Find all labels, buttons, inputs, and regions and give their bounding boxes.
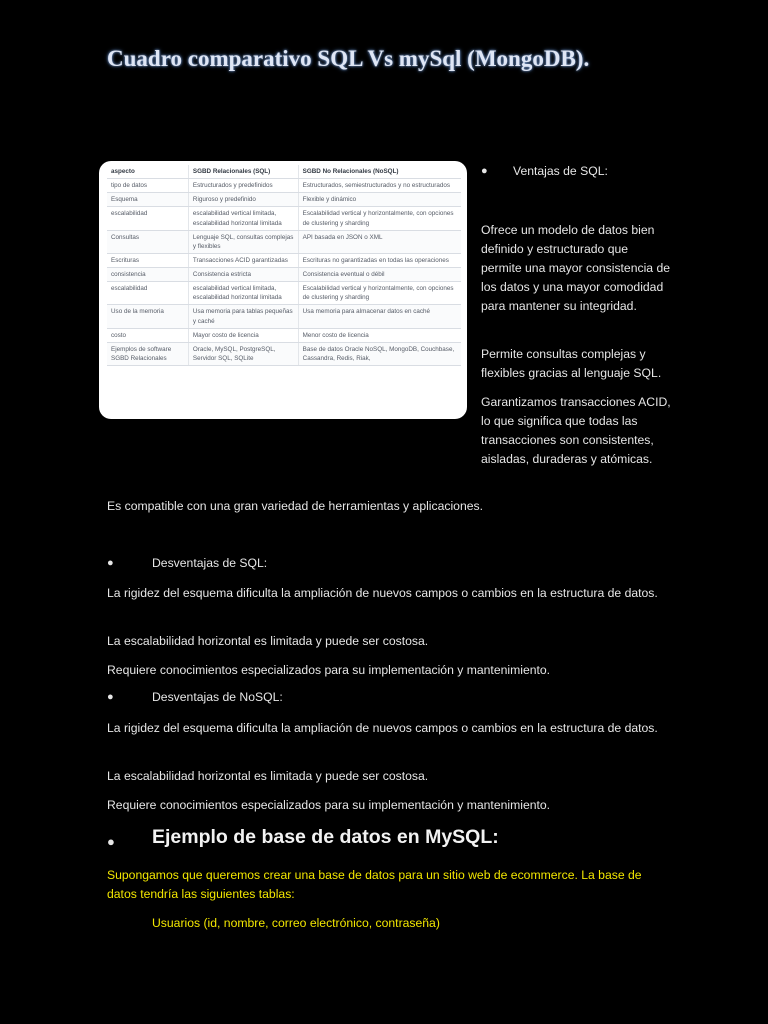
desventajas-sql-paragraph-3: Requiere conocimientos especializados para su implementación y mantenimiento. — [107, 663, 551, 677]
ventajas-sql-paragraph-2: Permite consultas complejas y flexibles gracias al lenguaje SQL. — [481, 347, 662, 380]
desventajas-nosql-paragraph-2: La escalabilidad horizontal es limitada y puede ser costosa. — [107, 769, 429, 783]
table-cell: Ejemplos de software SGBD Relacionales — [107, 342, 188, 365]
table-cell: Usa memoria para almacenar datos en caché — [298, 305, 461, 328]
comparison-table-image — [99, 161, 467, 419]
table-cell: escalabilidad vertical limitada, escalabilidad horizontal limitada — [188, 207, 298, 230]
table-cell: Escrituras no garantizadas en todas las operaciones — [298, 253, 461, 267]
table-row — [107, 193, 461, 207]
table-cell: Consistencia eventual o débil — [298, 268, 461, 282]
table-header-cell: SGBD No Relacionales (NoSQL) — [298, 165, 461, 179]
table-row — [107, 230, 461, 253]
table-cell: Flexible y dinámico — [298, 193, 461, 207]
bullet-icon: ● — [107, 691, 114, 703]
table-row — [107, 253, 461, 267]
table-cell: Riguroso y predefinido — [188, 193, 298, 207]
table-cell: escalabilidad — [107, 207, 188, 230]
table-row — [107, 305, 461, 328]
table-cell: Estructurados y predefinidos — [188, 179, 298, 193]
table-cell: escalabilidad vertical limitada, escalabilidad horizontal limitada — [188, 282, 298, 305]
table-row — [107, 328, 461, 342]
table-header-row — [107, 165, 461, 179]
ventajas-sql-paragraph-1: Ofrece un modelo de datos bien definido y estructurado que permite una mayor consistencia de los datos y una mayor comodidad para mantener su integridad. — [481, 223, 671, 313]
table-cell: Consultas — [107, 230, 188, 253]
table-cell: Uso de la memoria — [107, 305, 188, 328]
table-cell: Menor costo de licencia — [298, 328, 461, 342]
table-cell: Consistencia estricta — [188, 268, 298, 282]
desventajas-nosql-heading: Desventajas de NoSQL: — [152, 690, 283, 704]
comparison-table — [107, 165, 461, 366]
table-cell: Transacciones ACID garantizadas — [188, 253, 298, 267]
bullet-icon: ● — [481, 165, 488, 177]
table-row — [107, 282, 461, 305]
ventajas-sql-paragraph-4: Es compatible con una gran variedad de herramientas y aplicaciones. — [107, 499, 483, 513]
ventajas-sql-paragraph-3: Garantizamos transacciones ACID, lo que significa que todas las transacciones son consistentes, aisladas, duraderas y atómicas. — [481, 395, 671, 466]
desventajas-sql-paragraph-1: La rigidez del esquema dificulta la ampliación de nuevos campos o cambios en la estructura de datos. — [107, 586, 658, 600]
table-row — [107, 268, 461, 282]
ejemplo-heading: Ejemplo de base de datos en MySQL: — [152, 826, 499, 848]
page-title: Cuadro comparativo SQL Vs mySql (MongoDB). — [107, 46, 590, 71]
table-cell: Esquema — [107, 193, 188, 207]
table-cell: escalabilidad — [107, 282, 188, 305]
table-cell: Usa memoria para tablas pequeñas y caché — [188, 305, 298, 328]
ventajas-sql-heading: Ventajas de SQL: — [513, 164, 608, 178]
table-header-cell: aspecto — [107, 165, 188, 179]
ejemplo-intro: Supongamos que queremos crear una base de datos para un sitio web de ecommerce. La base de datos tendría las siguientes tablas: — [107, 868, 642, 901]
desventajas-sql-heading: Desventajas de SQL: — [152, 556, 268, 570]
ejemplo-item-usuarios: Usuarios (id, nombre, correo electrónico, contraseña) — [152, 916, 440, 930]
table-cell: Mayor costo de licencia — [188, 328, 298, 342]
table-cell: Oracle, MySQL, PostgreSQL, Servidor SQL, SQLite — [188, 342, 298, 365]
desventajas-nosql-paragraph-3: Requiere conocimientos especializados para su implementación y mantenimiento. — [107, 798, 551, 812]
desventajas-nosql-paragraph-1: La rigidez del esquema dificulta la ampliación de nuevos campos o cambios en la estructura de datos. — [107, 721, 658, 735]
bullet-icon: ● — [107, 557, 114, 569]
table-cell: Base de datos Oracle NoSQL, MongoDB, Couchbase, Cassandra, Redis, Riak, — [298, 342, 461, 365]
table-cell: costo — [107, 328, 188, 342]
bullet-icon: ● — [107, 834, 115, 849]
table-cell: tipo de datos — [107, 179, 188, 193]
table-cell: Lenguaje SQL, consultas complejas y flexibles — [188, 230, 298, 253]
table-row — [107, 179, 461, 193]
desventajas-sql-paragraph-2: La escalabilidad horizontal es limitada y puede ser costosa. — [107, 634, 429, 648]
table-row — [107, 207, 461, 230]
table-cell: Estructurados, semiestructurados y no estructurados — [298, 179, 461, 193]
table-header-cell: SGBD Relacionales (SQL) — [188, 165, 298, 179]
table-row — [107, 342, 461, 365]
table-cell: API basada en JSON o XML — [298, 230, 461, 253]
table-cell: consistencia — [107, 268, 188, 282]
table-cell: Escalabilidad vertical y horizontalmente, con opciones de clustering y sharding — [298, 207, 461, 230]
table-cell: Escalabilidad vertical y horizontalmente, con opciones de clustering y sharding — [298, 282, 461, 305]
table-cell: Escrituras — [107, 253, 188, 267]
